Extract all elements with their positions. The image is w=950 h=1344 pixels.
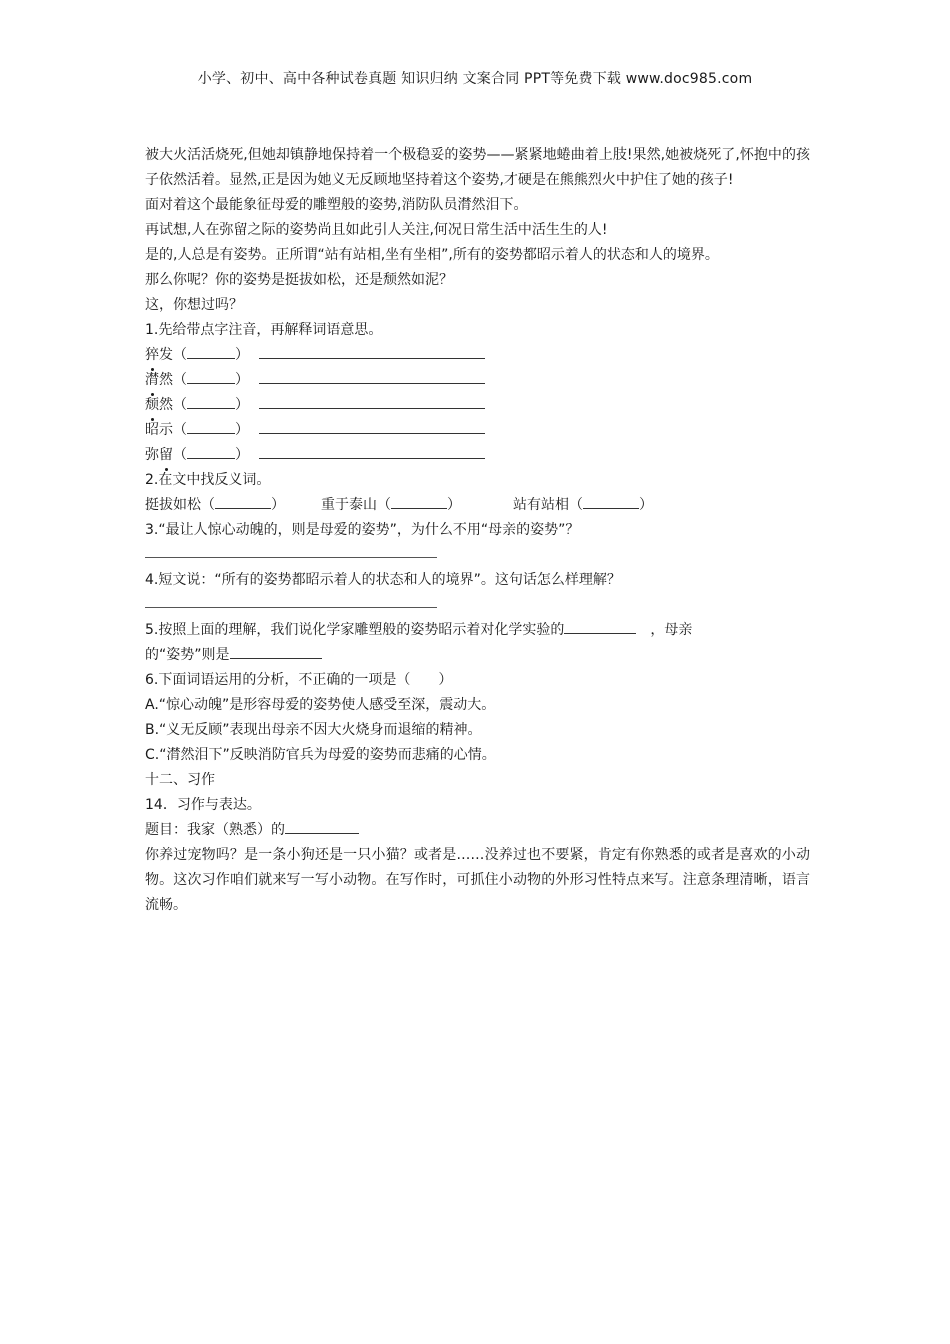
vocab-row [145, 368, 810, 393]
question-5-text-end: 的“姿势”则是 [145, 647, 230, 663]
question-3: 3.“最让人惊心动魄的，则是母爱的姿势”，为什么不用“母亲的姿势”？ [145, 522, 580, 538]
answer-line[interactable] [145, 593, 810, 618]
dotted-char: 潸 [145, 368, 159, 393]
vocab-word-first: 弥 [145, 447, 159, 463]
title-blank[interactable] [285, 819, 359, 834]
pinyin-blank[interactable] [187, 419, 235, 434]
close-paren: ） [271, 497, 285, 513]
vocab-word-first: 昭 [145, 422, 159, 438]
vocab-row [145, 418, 810, 443]
open-paren: （ [173, 422, 187, 438]
open-paren: （ [173, 397, 187, 413]
dotted-char: 留 [159, 443, 173, 468]
passage-paragraph-2: 面对着这个最能象征母爱的雕塑般的姿势,消防队员潸然泪下。 [145, 197, 528, 213]
question-5-text: 5.按照上面的理解，我们说化学家雕塑般的姿势昭示着对化学实验的 [145, 622, 565, 638]
question-4: 4.短文说：“所有的姿势都昭示着人的状态和人的境界”。这句话怎么样理解？ [145, 572, 621, 588]
meaning-blank[interactable] [259, 419, 485, 434]
antonym-blank[interactable] [215, 494, 271, 509]
section-heading: 十二、习作 [145, 772, 215, 788]
answer-line[interactable] [145, 543, 810, 568]
vocab-word-rest: 发 [159, 347, 173, 363]
question-5-cont [145, 643, 810, 668]
close-paren: ） [235, 397, 249, 413]
passage-paragraph-3: 再试想,人在弥留之际的姿势尚且如此引人关注,何况日常生活中活生生的人! [145, 222, 608, 238]
vocab-word-rest: 示 [159, 422, 173, 438]
fill-blank[interactable] [564, 619, 636, 634]
writing-item: 14．习作与表达。 [145, 797, 261, 813]
close-paren: ） [639, 497, 653, 513]
passage-paragraph-5: 那么你呢？你的姿势是挺拔如松，还是颓然如泥？ [145, 272, 453, 288]
pinyin-blank[interactable] [187, 394, 235, 409]
question-5 [145, 618, 810, 643]
dotted-char: 颓 [145, 393, 159, 418]
writing-title-text: 题目：我家（熟悉）的 [145, 822, 285, 838]
open-paren: （ [173, 447, 187, 463]
antonym-word: 挺拔如松（ [145, 497, 215, 513]
antonym-word: 站有站相（ [513, 497, 583, 513]
option-b: B.“义无反顾”表现出母亲不因大火烧身而退缩的精神。 [145, 722, 482, 738]
question-1: 1.先给带点字注音，再解释词语意思。 [145, 322, 383, 338]
close-paren: ） [235, 372, 249, 388]
writing-prompt: 你养过宠物吗？是一条小狗还是一只小猫？或者是……没养过也不要紧，肯定有你熟悉的或者是喜欢的小动物。这次习作咱们就来写一写小动物。在写作时，可抓住小动物的外形习性特点来写。注意条理清晰，语言流畅。 [145, 847, 810, 913]
page-header: 小学、初中、高中各种试卷真题 知识归纳 文案合同 PPT等免费下载 www.doc985.com [197, 71, 753, 87]
close-paren: ） [447, 497, 461, 513]
vocab-word-rest: 然 [159, 372, 173, 388]
option-a: A.“惊心动魄”是形容母爱的姿势使人感受至深，震动大。 [145, 697, 496, 713]
fill-blank[interactable] [230, 644, 322, 659]
question-5-text-cont: ，母亲 [650, 622, 693, 638]
vocab-word-rest: 然 [159, 397, 173, 413]
antonym-row [145, 493, 810, 518]
vocab-row [145, 393, 810, 418]
pinyin-blank[interactable] [187, 444, 235, 459]
question-2: 2.在文中找反义词。 [145, 472, 271, 488]
close-paren: ） [235, 422, 249, 438]
open-paren: （ [173, 347, 187, 363]
document-body [145, 143, 810, 918]
antonym-word: 重于泰山（ [321, 497, 391, 513]
vocab-row [145, 343, 810, 368]
close-paren: ） [235, 347, 249, 363]
open-paren: （ [173, 372, 187, 388]
meaning-blank[interactable] [259, 394, 485, 409]
meaning-blank[interactable] [259, 369, 485, 384]
meaning-blank[interactable] [259, 344, 485, 359]
question-6: 6.下面词语运用的分析，不正确的一项是（ ） [145, 672, 453, 688]
close-paren: ） [235, 447, 249, 463]
vocab-row [145, 443, 810, 468]
passage-paragraph-4: 是的,人总是有姿势。正所谓“站有站相,坐有坐相”,所有的姿势都昭示着人的状态和人的境界。 [145, 247, 719, 263]
dotted-char: 猝 [145, 343, 159, 368]
passage-paragraph-6: 这，你想过吗？ [145, 297, 243, 313]
antonym-blank[interactable] [583, 494, 639, 509]
meaning-blank[interactable] [259, 444, 485, 459]
pinyin-blank[interactable] [187, 369, 235, 384]
option-c: C.“潸然泪下”反映消防官兵为母爱的姿势而悲痛的心情。 [145, 747, 496, 763]
passage-paragraph-1: 被大火活活烧死,但她却镇静地保持着一个极稳妥的姿势——紧紧地蜷曲着上肢!果然,她被烧死了,怀抱中的孩子依然活着。显然,正是因为她义无反顾地坚持着这个姿势,才硬是在熊熊烈火中护住了她的孩子! [145, 147, 810, 188]
antonym-blank[interactable] [391, 494, 447, 509]
pinyin-blank[interactable] [187, 344, 235, 359]
writing-title [145, 818, 810, 843]
